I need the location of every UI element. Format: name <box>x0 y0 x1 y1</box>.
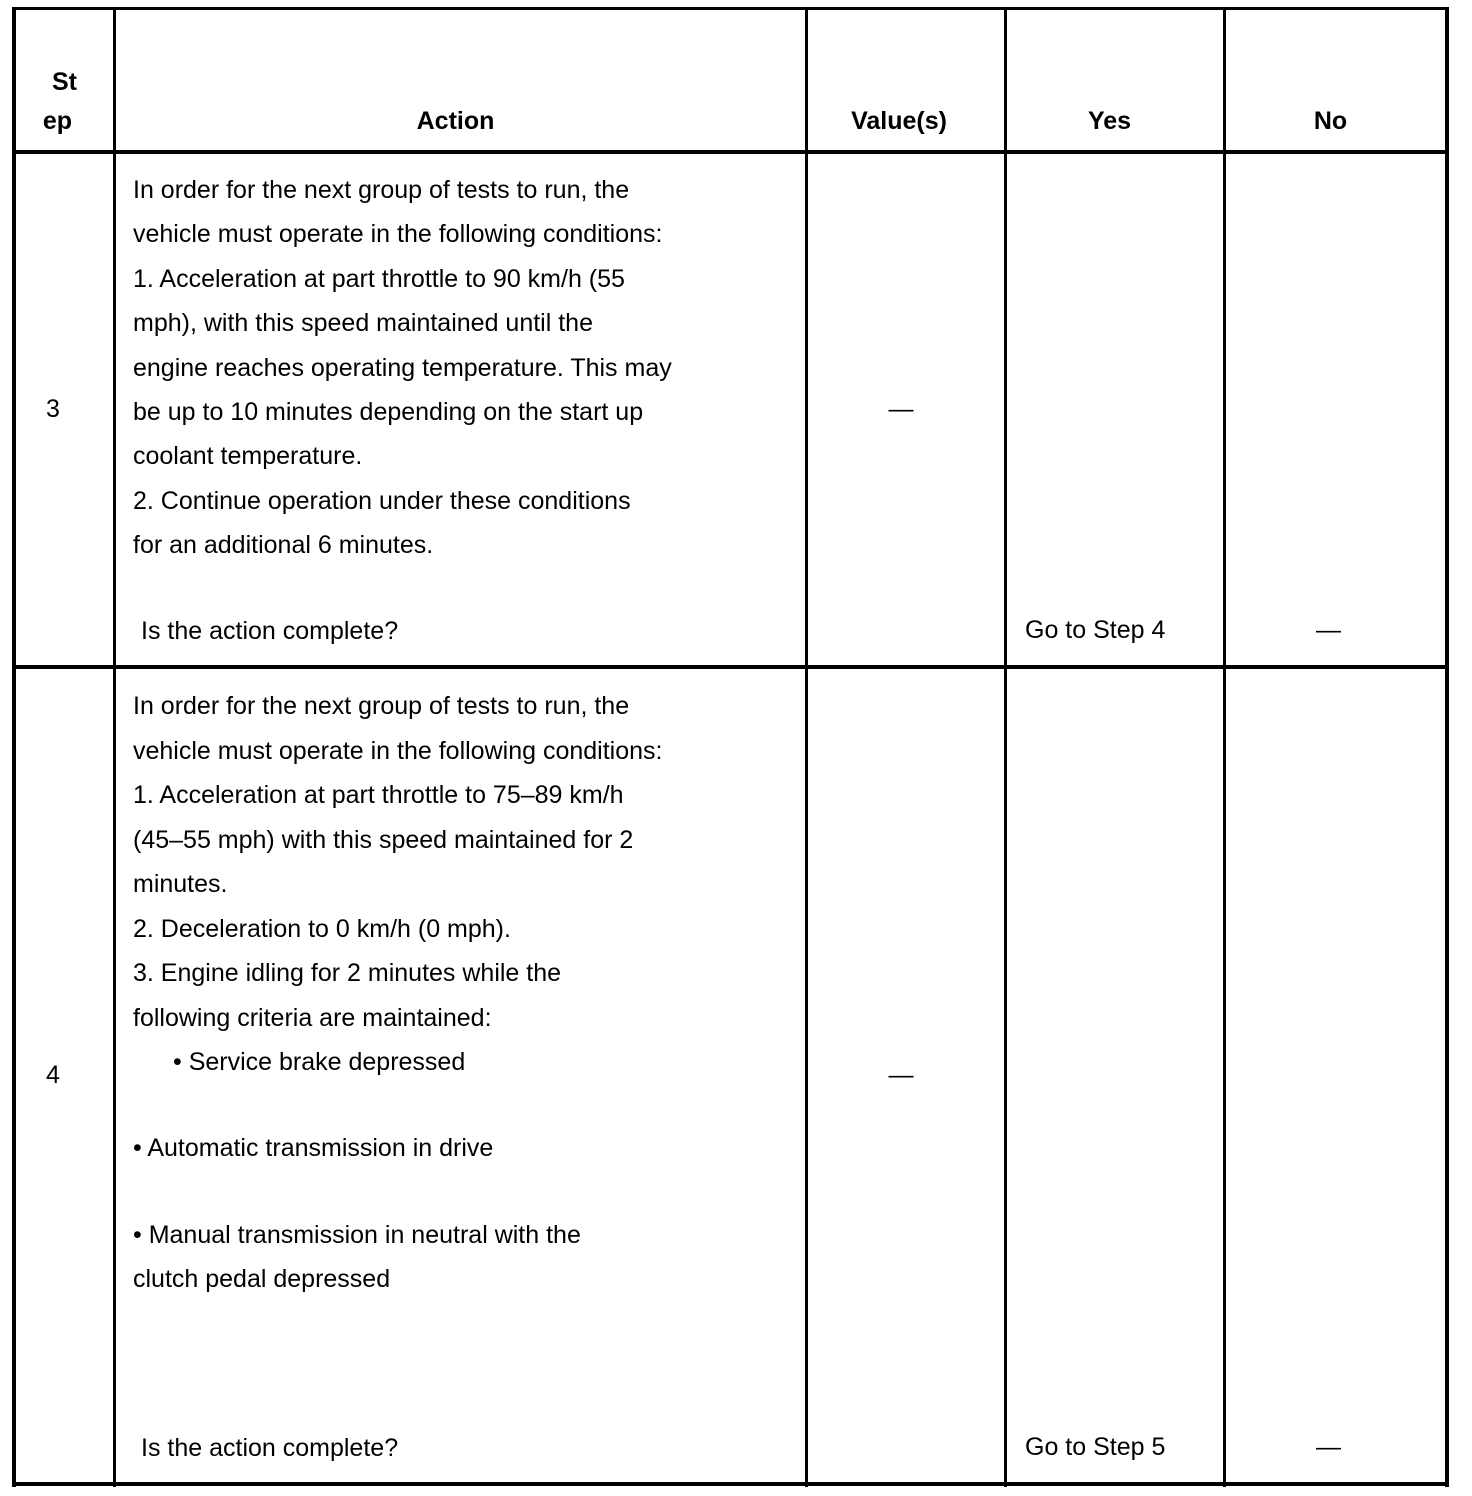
border-left <box>12 7 16 1487</box>
divider-step-action <box>113 7 116 1487</box>
border-right <box>1445 7 1449 1487</box>
bullet-item: • Service brake depressed <box>173 1048 466 1076</box>
action-line: 2. Deceleration to 0 km/h (0 mph). <box>133 915 511 943</box>
action-line: 2. Continue operation under these conditions <box>133 487 631 515</box>
header-divider <box>12 150 1449 154</box>
divider-yes-no <box>1223 7 1226 1487</box>
value-cell: — <box>888 1061 914 1089</box>
action-line: 3. Engine idling for 2 minutes while the <box>133 959 562 987</box>
action-line: be up to 10 minutes depending on the start up <box>133 398 644 426</box>
action-line: following criteria are maintained: <box>133 1004 492 1032</box>
header-no: No <box>1313 107 1348 135</box>
no-cell: — <box>1316 616 1341 644</box>
action-line: vehicle must operate in the following conditions: <box>133 737 663 765</box>
action-question: Is the action complete? <box>141 617 399 645</box>
border-top <box>12 7 1449 10</box>
divider-values-yes <box>1004 7 1007 1487</box>
action-line: vehicle must operate in the following conditions: <box>133 220 663 248</box>
action-line: minutes. <box>133 870 228 898</box>
action-line: In order for the next group of tests to run, the <box>133 176 630 204</box>
divider-action-values <box>805 7 808 1487</box>
action-line: mph), with this speed maintained until the <box>133 309 593 337</box>
bullet-item: • Automatic transmission in drive <box>133 1134 494 1162</box>
action-line: engine reaches operating temperature. This may <box>133 354 672 382</box>
no-cell: — <box>1316 1433 1341 1461</box>
action-line: 1. Acceleration at part throttle to 75–89 km/h <box>133 781 624 809</box>
yes-cell: Go to Step 4 <box>1025 616 1166 644</box>
action-question: Is the action complete? <box>141 1434 399 1462</box>
header-step-line2: ep <box>42 107 73 135</box>
row-divider <box>12 665 1449 669</box>
header-yes: Yes <box>1087 107 1132 135</box>
step-number: 4 <box>46 1061 60 1089</box>
header-action: Action <box>416 107 495 135</box>
step-number: 3 <box>46 395 60 423</box>
action-line: for an additional 6 minutes. <box>133 531 434 559</box>
bullet-item: • Manual transmission in neutral with the <box>133 1221 581 1249</box>
action-line: clutch pedal depressed <box>133 1265 391 1293</box>
header-step-line1: St <box>52 68 77 96</box>
header-values: Value(s) <box>851 107 947 135</box>
action-line: 1. Acceleration at part throttle to 90 km/h (55 <box>133 265 625 293</box>
action-line: coolant temperature. <box>133 442 363 470</box>
action-line: (45–55 mph) with this speed maintained for 2 <box>133 826 634 854</box>
value-cell: — <box>888 395 914 423</box>
yes-cell: Go to Step 5 <box>1025 1433 1166 1461</box>
border-bottom <box>12 1482 1449 1486</box>
action-line: In order for the next group of tests to run, the <box>133 692 630 720</box>
